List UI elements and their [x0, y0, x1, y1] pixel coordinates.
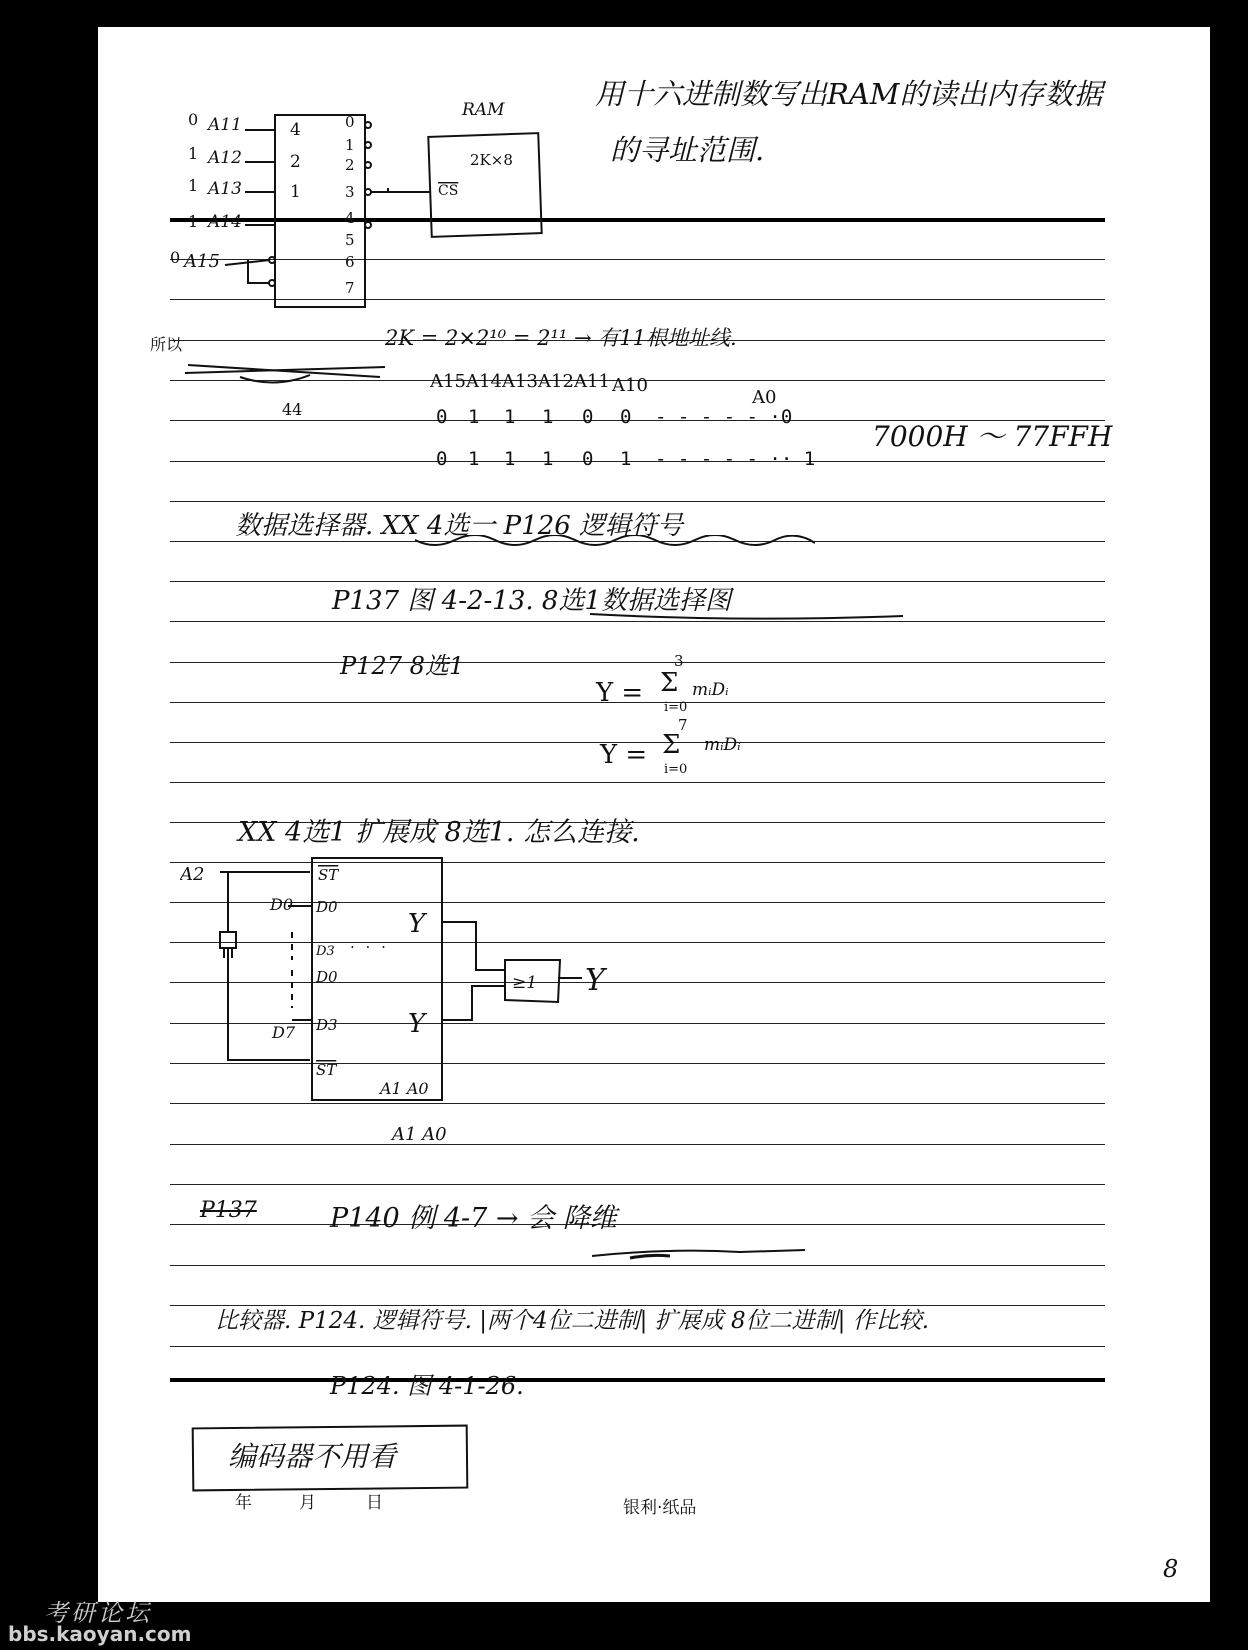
a1a0-inside: A1 A0 — [380, 1079, 429, 1098]
y-bottom-output: Y — [408, 1009, 426, 1039]
ram-cs-pin: CS — [438, 183, 459, 199]
mux-note: 数据选择器. XX 4选一 P126 逻辑符号 — [235, 511, 684, 541]
decoder-input-bit: 1 — [188, 144, 199, 163]
decoder-output-pin: 4 — [345, 209, 355, 227]
d7-input-label: D7 — [272, 1023, 296, 1042]
decoder-ram-diagram — [170, 95, 560, 320]
page-number: 8 — [1163, 1555, 1179, 1583]
decoder-output-pin: 7 — [345, 279, 355, 297]
decoder-input-label: A13 — [208, 179, 242, 199]
decoder-input-pin: 4 — [290, 120, 301, 140]
date-day: 日 — [366, 1493, 383, 1513]
address-row1-cell: 1 — [542, 406, 554, 428]
p127-note: P127 8选1 — [340, 652, 465, 680]
pin-d0: D0 — [316, 898, 338, 916]
expand-note: XX 4选1 扩展成 8选1. 怎么连接. — [238, 817, 640, 848]
page-rule — [170, 662, 1105, 663]
address-range: 7000H ～ 77FFH — [872, 420, 1113, 453]
decoder-output-pin: 3 — [345, 183, 355, 201]
decoder-input-bit: 1 — [188, 176, 199, 195]
decoder-output-pin: 0 — [345, 113, 355, 131]
formula-term: mᵢDᵢ — [692, 680, 729, 700]
heading-line-2: 的寻址范围. — [610, 133, 765, 167]
address-row2-cell: 0 — [436, 448, 448, 470]
pin-dots: . . . — [350, 934, 389, 952]
p137-underline — [590, 610, 905, 624]
p137-struck: P137 — [200, 1198, 257, 1223]
formula-lower-limit: i=0 — [664, 762, 688, 777]
decoder-input-label: A12 — [208, 148, 242, 168]
ram-size: 2K×8 — [470, 151, 513, 169]
address-header-cell: A13 — [502, 371, 538, 392]
page-rule — [170, 1184, 1105, 1185]
p140-note: P140 例 4-7 → 会 降维 — [330, 1203, 617, 1234]
sigma-icon: Σ — [662, 730, 681, 760]
st-top-pin: ST — [318, 866, 339, 884]
mux-note-underline — [415, 535, 815, 555]
address-header-cell: A15 — [430, 371, 466, 392]
page-rule — [170, 461, 1105, 462]
paper-brand: 银利·纸品 — [623, 1498, 697, 1518]
decoder-input-label: A15 — [184, 251, 220, 272]
p137-note: P137 图 4-2-13. 8选1数据选择图 — [332, 586, 732, 616]
address-count-formula: 2K = 2×2¹⁰ = 2¹¹ → 有11根地址线. — [385, 326, 737, 350]
watermark-url: bbs.kaoyan.com — [8, 1622, 192, 1646]
decoder-input-pin: 1 — [290, 182, 301, 202]
watermark-logo: 考研论坛 — [44, 1599, 152, 1627]
address-row2-cell: 0 — [582, 448, 594, 470]
date-month: 月 — [299, 1493, 316, 1513]
address-header-cell: A11 — [574, 371, 610, 392]
address-row1-cell: 0 — [620, 406, 632, 428]
address-header-cell: A10 — [612, 375, 648, 396]
decoder-input-bit: 0 — [188, 110, 199, 129]
p124-note: P124. 图 4-1-26. — [330, 1372, 524, 1400]
formula-lower-limit: i=0 — [664, 700, 688, 715]
decoder-output-pin: 2 — [345, 156, 355, 174]
p140-underline — [590, 1244, 810, 1264]
page-rule — [170, 1265, 1105, 1266]
pin-d0: D0 — [316, 968, 338, 986]
d0-input-label: D0 — [270, 895, 294, 914]
address-row1-cell: 1 — [468, 406, 480, 428]
formula-lhs: Y = — [596, 678, 644, 708]
address-row1-cell: 0 — [436, 406, 448, 428]
decoder-input-label: A14 — [208, 212, 242, 232]
y-top-output: Y — [408, 909, 426, 939]
address-row1-cell: - - - - - ·0 — [655, 406, 793, 428]
page-rule — [170, 1378, 1105, 1382]
address-row2-cell: 1 — [542, 448, 554, 470]
formula-lhs: Y = — [600, 740, 648, 770]
decoder-output-pin: 6 — [345, 253, 355, 271]
sigma-icon: Σ — [660, 668, 679, 698]
heading-line-1: 用十六进制数写出RAM的读出内存数据 — [595, 77, 1103, 111]
page-rule — [170, 501, 1105, 502]
address-row2-cell: 1 — [468, 448, 480, 470]
ram-label: RAM — [462, 100, 505, 120]
address-header-cell: A14 — [466, 371, 502, 392]
decoder-output-pin: 1 — [345, 136, 355, 154]
formula-upper-limit: 3 — [674, 652, 684, 670]
page-rule — [170, 1346, 1105, 1347]
address-header-cell: A12 — [538, 371, 574, 392]
side-label: 所以 — [150, 335, 183, 354]
mux-expansion-diagram — [180, 850, 640, 1150]
struck-note-count: 44 — [282, 400, 303, 419]
or-gate-symbol: ≥1 — [512, 973, 538, 993]
pin-d3: D3 — [316, 944, 335, 959]
decoder-input-bit: 1 — [188, 212, 199, 231]
date-year: 年 — [235, 1493, 252, 1513]
y-final-output: Y — [585, 963, 605, 998]
formula-term: mᵢDᵢ — [704, 735, 741, 755]
address-row1-cell: 0 — [582, 406, 594, 428]
decoder-input-pin: 2 — [290, 152, 301, 172]
page-rule — [170, 782, 1105, 783]
decoder-input-bit: 0 — [170, 248, 181, 267]
formula-upper-limit: 7 — [678, 716, 688, 734]
address-row1-cell: 1 — [504, 406, 516, 428]
address-header-cell: A0 — [752, 387, 777, 408]
st-bottom-pin: ST — [316, 1061, 337, 1079]
address-row2-cell: 1 — [504, 448, 516, 470]
pin-d3: D3 — [316, 1016, 338, 1034]
decoder-input-label: A11 — [208, 115, 242, 135]
page-rule — [170, 1224, 1105, 1225]
a1a0-below: A1 A0 — [392, 1124, 447, 1145]
a2-label: A2 — [180, 864, 205, 885]
comparator-note: 比较器. P124. 逻辑符号. |两个4位二进制| 扩展成 8位二进制| 作比较. — [215, 1308, 929, 1334]
boxed-note: 编码器不用看 — [228, 1440, 397, 1473]
address-row2-cell: - - - - - ·· 1 — [655, 448, 816, 470]
address-row2-cell: 1 — [620, 448, 632, 470]
decoder-output-pin: 5 — [345, 231, 355, 249]
